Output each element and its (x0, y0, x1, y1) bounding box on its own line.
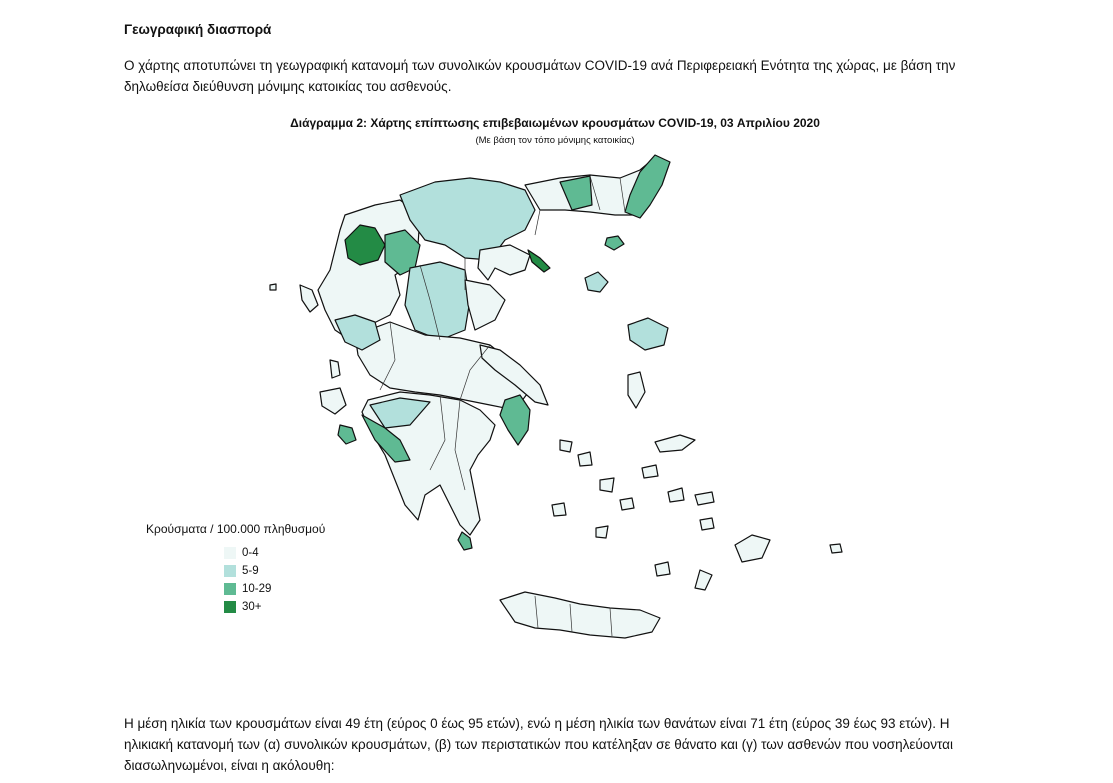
legend-swatch (224, 565, 236, 577)
figure-subtitle: (Με βάση τον τόπο μόνιμης κατοικίας) (475, 135, 635, 146)
island-m (270, 284, 276, 290)
island-a (560, 440, 572, 452)
island-d (620, 498, 634, 510)
legend-item (224, 562, 325, 580)
region-lefkada (330, 360, 340, 378)
island-i (700, 518, 714, 530)
island-c (600, 478, 614, 492)
footer-paragraph: Η μέση ηλικία των κρουσμάτων είναι 49 έτη (εύρος 0 έως 95 ετών), ενώ η μέση ηλικία των θανάτων είναι 71 έτη (εύρος 39 έως 93 ετών). Η ηλικιακή κατανομή των (α) συνολικών κρουσμάτων, (β) των περιστατικών που κατέληξαν σε θάνατο και (γ) των ασθενών που νοσηλεύονται διασωληνωμένοι, είναι η ακόλουθη: (124, 716, 953, 773)
legend-label: 0-4 (242, 547, 259, 559)
region-thessaly (405, 262, 470, 340)
legend-swatch (224, 601, 236, 613)
legend (146, 522, 325, 616)
legend-list (224, 544, 325, 616)
island-h (668, 488, 684, 502)
island-k (695, 570, 712, 590)
region-corfu (300, 285, 318, 312)
legend-label: 5-9 (242, 565, 259, 577)
legend-item (224, 544, 325, 562)
island-j (655, 562, 670, 576)
region-samos (655, 435, 695, 452)
legend-label: 10-29 (242, 583, 272, 595)
region-thasos (605, 236, 624, 250)
legend-item (224, 580, 325, 598)
region-attica (500, 395, 530, 445)
legend-item (224, 598, 325, 616)
island-b (578, 452, 592, 466)
region-lemnos (585, 272, 608, 292)
region-crete (500, 592, 660, 638)
region-zakynthos (338, 425, 356, 444)
island-e (552, 503, 566, 516)
region-magnesia (465, 280, 505, 330)
greece-incidence-map (250, 145, 870, 665)
section-heading: Γεωγραφική διασπορά (124, 22, 272, 37)
island-kos (695, 492, 714, 505)
island-rhodes (735, 535, 770, 562)
intro-paragraph: Ο χάρτης αποτυπώνει τη γεωγραφική κατανομή των συνολικών κρουσμάτων COVID-19 ανά Περιφερειακή Ενότητα της χώρας, με βάση την δηλωθείσα διεύθυνση μόνιμης κατοικίας του ασθενούς. (124, 58, 956, 94)
region-chalkidiki (478, 245, 530, 280)
legend-title: Κρούσματα / 100.000 πληθυσμού (146, 522, 326, 536)
region-athos (528, 250, 550, 272)
island-g (642, 465, 658, 478)
region-chios (628, 372, 645, 408)
island-l (830, 544, 842, 553)
region-lesvos (628, 318, 668, 350)
figure-title: Διάγραμμα 2: Χάρτης επίπτωσης επιβεβαιωμένων κρουσμάτων COVID-19, 03 Απριλίου 2020 (290, 116, 820, 130)
legend-label: 30+ (242, 601, 262, 613)
legend-swatch (224, 583, 236, 595)
legend-swatch (224, 547, 236, 559)
island-f (596, 526, 608, 538)
region-kefalonia (320, 388, 346, 414)
